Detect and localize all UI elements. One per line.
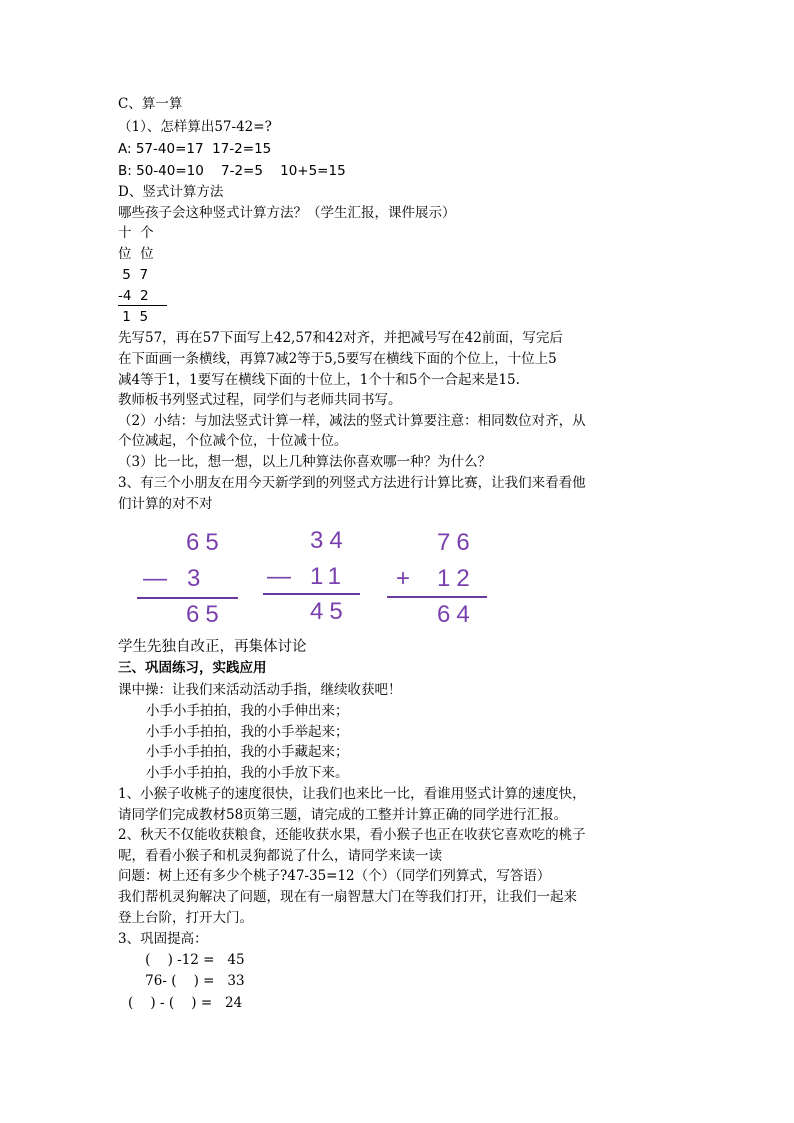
problem-3-op: + [396,565,417,592]
section-title: 三、巩固练习，实践应用 [118,660,267,676]
method-b: B: 50-40=10 7-2=5 10+5=15 [118,163,346,179]
explain-line-2: 在下面画一条横线，再算7减2等于5,5要写在横线下面的个位上，十位上5 [118,351,557,367]
explain-line-1: 先写57，再在57下面写上42,57和42对齐，并把减号写在42前面，写完后 [118,330,563,346]
vertical-row-2-text: -4 2 [118,287,167,306]
door-line-2: 登上台阶，打开大门。 [118,910,253,926]
summary-line-1: （2）小结：与加法竖式计算一样，减法的竖式计算要注意：相同数位对齐，从 [118,413,586,429]
vertical-row-2 [118,287,167,306]
task2-line-1: 2、秋天不仅能收获粮食，还能收获水果，看小猴子也正在收获它喜欢吃的桃子 [118,827,586,843]
exercise-intro: 课中操：让我们来活动活动手指，继续收获吧！ [118,682,402,698]
task3-line-1: 3、有三个小朋友在用今天新学到的列竖式方法进行计算比赛，让我们来看看他 [118,475,586,491]
fill-blank-1: ( ) -12 = 45 [128,952,245,968]
problem-1-op: — [143,565,173,592]
poem-line-3: 小手小手拍拍，我的小手藏起来； [146,744,349,760]
method-a: A: 57-40=17 17-2=15 [118,141,272,157]
heading-c: C、算一算 [118,96,183,112]
problem-3-bottom: 12 [437,565,476,592]
question-1: （1）、怎样算出57-42=? [118,119,272,135]
door-line-1: 我们帮机灵狗解决了问题，现在有一扇智慧大门在等我们打开，让我们一起来 [118,889,577,905]
problem-1-bottom: 3 [187,565,207,592]
vertical-result: 1 5 [118,309,149,325]
summary-line-2: 个位减起，个位减个位，十位减十位。 [118,433,348,449]
problem-2-top: 34 [310,527,349,554]
problem-2-result: 45 [310,598,349,625]
problem-2-bottom: 11 [310,563,347,590]
fill-blank-2: 76- ( ) = 33 [128,973,245,989]
problem-1-result: 65 [186,601,225,628]
problem-2-line [263,593,360,595]
problem-2-op: — [267,563,297,590]
task2-line-2: 呢，看看小猴子和机灵狗都说了什么，请同学来读一读 [118,848,442,864]
vertical-row-1: 5 7 [118,267,149,283]
poem-line-2: 小手小手拍拍，我的小手举起来； [146,724,349,740]
problem-question: 问题：树上还有多少个桃子?47-35=12（个）（同学们列算式，写答语） [118,868,551,884]
poem-line-1: 小手小手拍拍，我的小手伸出来； [146,703,349,719]
board-line: 教师板书列竖式过程，同学们与老师共同书写。 [118,392,402,408]
problem-1-line [137,597,238,599]
heading-d: D、竖式计算方法 [118,184,224,200]
problem-3-line [387,596,487,598]
prompt-line: 哪些孩子会这种竖式计算方法？（学生汇报，课件展示） [118,205,456,221]
vertical-header-1: 十 个 [118,225,154,241]
task3-line-2: 们计算的对不对 [118,496,213,512]
problem-1-top: 65 [186,529,225,556]
explain-line-3: 减4等于1，1要写在横线下面的十位上，1个十和5个一合起来是15. [118,372,520,388]
discuss-line: 学生先独自改正，再集体讨论 [118,639,307,655]
task1-line-2: 请同学们完成教材58页第三题，请完成的工整并计算正确的同学进行汇报。 [118,807,568,823]
compare-line: （3）比一比，想一想，以上几种算法你喜欢哪一种？为什么？ [118,454,492,470]
problem-3-top: 76 [437,529,476,556]
task1-line-1: 1、小猴子收桃子的速度很快，让我们也来比一比，看谁用竖式计算的速度快， [118,786,586,802]
poem-line-4: 小手小手拍拍，我的小手放下来。 [146,765,349,781]
fill-blank-3: ( ) - ( ) = 24 [128,995,243,1011]
vertical-header-2: 位 位 [118,246,154,262]
consolidate-heading: 3、巩固提高： [118,931,208,947]
problem-3-result: 64 [437,601,476,628]
